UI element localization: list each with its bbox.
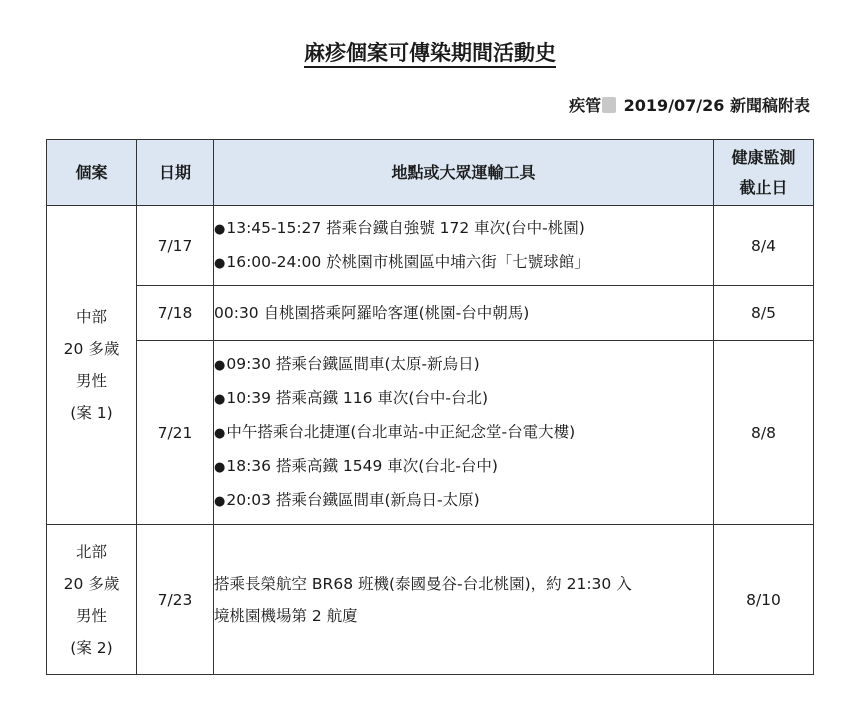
case1-age: 20 多歲 [63,340,120,358]
case2-sex: 男性 [75,606,107,625]
document-subtitle [569,94,810,118]
list-item [214,382,713,416]
header-monitor-line1: 健康監測 [731,147,796,167]
list-item [214,348,713,382]
activity-text: 13:45-15:27 搭乘台鐵自強號 172 車次(台中-桃園) [226,218,585,237]
list-item [214,212,713,246]
bullet-icon: ● [214,391,226,407]
monitor-cell: 8/5 [714,286,814,341]
case2-region: 北部 [75,542,107,561]
header-row [47,140,814,206]
list-item [214,416,713,450]
activity-text: 中午搭乘台北捷運(台北車站-中正紀念堂-台電大樓) [226,422,576,441]
document-title-text: 麻疹個案可傳染期間活動史 [304,41,556,68]
table-row [47,525,814,675]
bullet-icon: ● [214,357,226,373]
location-cell [214,286,714,341]
bullet-icon: ● [214,493,226,509]
activity-text-line1: 搭乘長榮航空 BR68 班機(泰國曼谷-台北桃園)，約 21:30 入 [214,574,632,593]
activity-text: 09:30 搭乘台鐵區間車(太原-新烏日) [226,354,480,373]
table-row [47,206,814,286]
subtitle-prefix: 疾管 [569,96,602,115]
table-row [47,341,814,525]
table-row [47,286,814,341]
activity-text: 20:03 搭乘台鐵區間車(新烏日-太原) [226,490,480,509]
case1-region: 中部 [75,308,107,326]
bullet-icon: ● [214,221,226,237]
subtitle-date: 2019/07/26 [623,96,725,115]
date-cell: 7/18 [137,286,214,341]
list-item [214,484,713,518]
header-date: 日期 [137,140,214,206]
case2-label: (案 2) [70,638,113,657]
document-title [0,38,860,68]
date-cell: 7/21 [137,341,214,525]
case2-cell [47,525,137,675]
case1-cell [47,206,137,525]
monitor-cell: 8/8 [714,341,814,525]
location-cell [214,525,714,675]
location-cell [214,206,714,286]
location-cell [214,341,714,525]
case1-label: (案 1) [70,404,113,422]
subtitle-suffix: 新聞稿附表 [729,96,810,115]
monitor-cell: 8/10 [714,525,814,675]
header-case: 個案 [47,140,137,206]
list-item [214,246,713,280]
activity-text-line2: 境桃園機場第 2 航廈 [214,606,358,625]
date-cell: 7/17 [137,206,214,286]
monitor-cell: 8/4 [714,206,814,286]
activity-text: 18:36 搭乘高鐵 1549 車次(台北-台中) [226,456,498,475]
header-monitor [714,140,814,206]
activity-text: 10:39 搭乘高鐵 116 車次(台中-台北) [226,388,489,407]
case2-age: 20 多歲 [63,574,120,593]
date-cell: 7/23 [137,525,214,675]
activity-table [46,139,814,675]
activity-text: 16:00-24:00 於桃園市桃園區中埔六街「七號球館」 [226,252,590,271]
bullet-icon: ● [214,459,226,475]
list-item [214,450,713,484]
activity-text: 00:30 自桃園搭乘阿羅哈客運(桃園-台中朝馬) [214,304,530,322]
bullet-icon: ● [214,255,226,271]
header-monitor-line2: 截止日 [739,177,788,197]
bullet-icon: ● [214,425,226,441]
case1-sex: 男性 [75,372,107,390]
redacted-mark [602,97,616,113]
header-location: 地點或大眾運輸工具 [214,140,714,206]
